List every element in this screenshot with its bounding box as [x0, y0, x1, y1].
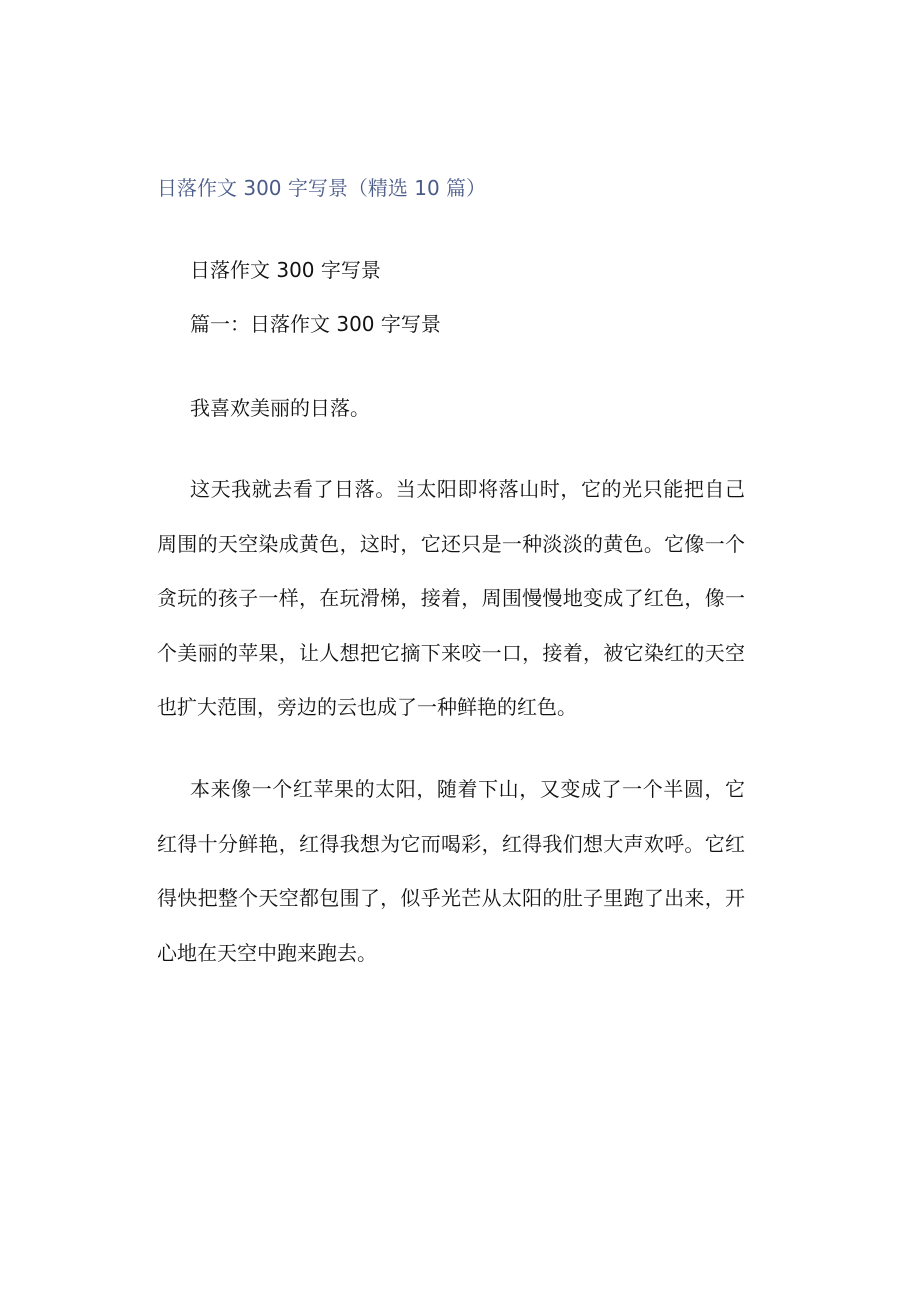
paragraph-3: 本来像一个红苹果的太阳，随着下山，又变成了一个半圆，它红得十分鲜艳，红得我想为它而喝彩，红得我们想大声欢呼。它红得快把整个天空都包围了，似乎光芒从太阳的肚子里跑了出来，开心地在天空中跑来跑去。: [157, 777, 745, 965]
document-title: 日落作文 300 字写景（精选 10 篇）: [157, 176, 487, 200]
chapter-heading: 篇一：日落作文 300 字写景: [190, 312, 441, 336]
paragraph-2: 这天我就去看了日落。当太阳即将落山时，它的光只能把自己周围的天空染成黄色，这时，它还只是一种淡淡的黄色。它像一个贪玩的孩子一样，在玩滑梯，接着，周围慢慢地变成了红色，像一个美丽的苹果，让人想把它摘下来咬一口，接着，被它染红的天空也扩大范围，旁边的云也成了一种鲜艳的红色。: [157, 477, 745, 719]
section-heading: 日落作文 300 字写景: [190, 258, 381, 282]
paragraph-1: 我喜欢美丽的日落。: [190, 396, 370, 420]
